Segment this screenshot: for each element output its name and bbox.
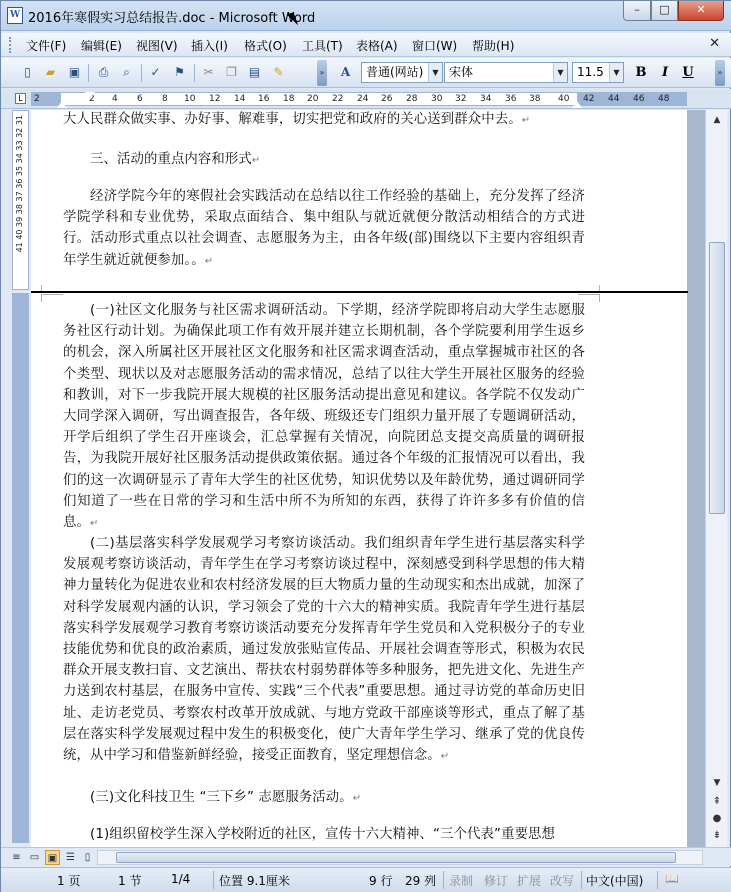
underline-button[interactable]: U: [682, 65, 694, 80]
first-line-indent-marker[interactable]: [85, 92, 95, 99]
menu-insert[interactable]: 插入(I): [191, 39, 228, 53]
window-split-bar[interactable]: [31, 291, 688, 293]
status-track-changes[interactable]: 修订: [484, 874, 509, 888]
status-language[interactable]: 中文(中国): [586, 874, 644, 888]
menu-file[interactable]: 文件(F): [26, 39, 67, 53]
document-right-margin: [687, 110, 705, 847]
section-heading[interactable]: [63, 149, 585, 171]
vertical-scrollbar[interactable]: [705, 110, 727, 847]
vertical-ruler[interactable]: [12, 110, 29, 290]
paragraph-top-3[interactable]: [63, 186, 585, 272]
spelling-check-icon[interactable]: ✓: [150, 65, 161, 79]
paragraph-text: (一)社区文化服务与社区需求调研活动。下学期，经济学院即将启动大学生志愿服务社区行动计划。为确保此项工作有效开展并建立长期机制，各个学院要利用学生返乡的机会，深入所属社区开展社区文化服务和社区需求调查活动，重点掌握城市社区的各个类型、现状以及对志愿服务活动的需求情况，总结了以往大学生开展社区服务的经验和教训，对下一步我院开展大规模的社区服务活动提出意见和建议。各学院不仅发动广大同学深入调研，写出调查报告，各年级、班级还专门组织力量开展了专题调研活动，开学后组织了学生召开座谈会，汇总掌握有关情况，向院团总支提交高质量的调研报告，为我院开展好社区服务活动提供政策依据。通过各个年级的汇报情况可以看出，我们的这一次调研显示了青年大学生的社区优势，知识优势以及年龄优势，通过调研同学们知道了一些在日常的学习和生活中所不为所知的东西，获得了许许多多有价值的信息。: [63, 303, 585, 531]
ruler-tick: 32: [455, 94, 467, 104]
ruler-tick: 16: [258, 94, 270, 104]
status-overtype[interactable]: 改写: [550, 874, 575, 888]
status-separator: [443, 871, 444, 889]
normal-view-icon[interactable]: ≡: [12, 852, 21, 863]
print-preview-icon[interactable]: ⌕: [123, 65, 130, 79]
paragraph-three-to-countryside[interactable]: [63, 787, 585, 809]
open-folder-icon[interactable]: ▰: [45, 65, 56, 79]
scroll-down-arrow-icon[interactable]: ▼: [713, 778, 721, 788]
ruler-tick: 46: [633, 94, 645, 104]
toolbar-options-chevron-icon[interactable]: »: [715, 60, 725, 86]
word-app-icon[interactable]: W: [7, 7, 23, 24]
menu-table[interactable]: 表格(A): [356, 39, 398, 53]
style-select-value: 普通(网站): [366, 65, 424, 79]
italic-button[interactable]: I: [661, 65, 669, 80]
style-select[interactable]: [361, 62, 443, 83]
paragraph-mark: ↵: [89, 518, 99, 530]
menu-bar: [1, 33, 731, 57]
web-layout-view-icon[interactable]: ▭: [29, 852, 40, 863]
font-select-value: 宋体: [449, 65, 474, 79]
window-title: 2016年寒假实习总结报告.doc - Microsoft Word: [28, 11, 316, 26]
print-layout-view-icon[interactable]: ▣: [45, 850, 60, 865]
paragraph-last-visible[interactable]: [63, 824, 585, 845]
horizontal-scrollbar-thumb[interactable]: [116, 852, 676, 863]
status-section: 1 节: [118, 874, 142, 888]
scrollbar-thumb[interactable]: [709, 242, 725, 514]
spelling-status-icon[interactable]: 📖: [665, 872, 679, 885]
next-page-icon[interactable]: ⇟: [712, 830, 722, 841]
paragraph-mark: ↵: [251, 155, 261, 166]
status-line: 9 行: [369, 874, 393, 888]
horizontal-ruler[interactable]: [1, 89, 731, 109]
horizontal-scrollbar[interactable]: [97, 850, 703, 865]
ruler-tick: 36: [505, 94, 517, 104]
paragraph-text: 经济学院今年的寒假社会实践活动在总结以往工作经验的基础上，充分发挥了经济学院学科和专业优势，采取点面结合、集中组队与就近就便分散活动相结合的方式进行。活动形式重点以社会调查、志愿服务为主，由各年级(部)围绕以下主要内容组织青年学生就近就便参加。。: [63, 189, 585, 268]
status-separator: [581, 871, 582, 889]
close-window-button[interactable]: ✕: [678, 1, 724, 21]
bold-button[interactable]: B: [635, 65, 647, 80]
ruler-tick: 40: [558, 94, 570, 104]
font-select[interactable]: [444, 62, 568, 83]
menu-tools[interactable]: 工具(T): [302, 39, 343, 53]
ruler-tick: 38: [529, 94, 541, 104]
save-icon[interactable]: ▣: [68, 65, 81, 79]
menubar-grip-icon[interactable]: [9, 37, 13, 53]
paste-icon[interactable]: ▤: [248, 65, 261, 79]
ruler-tick: 28: [406, 94, 418, 104]
format-painter-icon[interactable]: ✎: [273, 65, 284, 79]
menu-view[interactable]: 视图(V): [136, 39, 178, 53]
ruler-tick: 24: [357, 94, 369, 104]
ruler-tick: 12: [209, 94, 221, 104]
select-browse-object-icon[interactable]: ●: [712, 813, 722, 824]
status-separator: [657, 871, 658, 889]
view-and-hscroll-bar: [1, 847, 731, 866]
paragraph-text: (1)组织留校学生深入学校附近的社区，宣传十六大精神、“三个代表”重要思想: [90, 827, 556, 842]
ruler-tick: 42: [583, 94, 595, 104]
font-size-select[interactable]: [572, 62, 624, 83]
status-extend-selection[interactable]: 扩展: [517, 874, 542, 888]
new-document-icon[interactable]: ▯: [24, 65, 31, 79]
ruler-tick: 20: [307, 94, 319, 104]
ruler-tick: 6: [137, 94, 143, 104]
previous-page-icon[interactable]: ⇞: [712, 796, 722, 807]
toolbar-separator: [141, 64, 142, 82]
ruler-tick: 18: [283, 94, 295, 104]
toolbar-separator: [88, 64, 89, 82]
toolbar: [1, 58, 731, 88]
status-position: 位置 9.1厘米: [219, 874, 290, 888]
title-bar[interactable]: [1, 1, 731, 31]
hanging-indent-marker[interactable]: [57, 101, 67, 108]
status-separator: [213, 871, 214, 889]
reading-layout-view-icon[interactable]: ▯: [84, 852, 91, 863]
paragraph-mark: ↵: [204, 255, 214, 267]
ruler-tick: 2: [89, 94, 95, 104]
research-icon[interactable]: ⚑: [174, 65, 185, 79]
minimize-button[interactable]: –: [623, 1, 651, 21]
ruler-tick: 14: [234, 94, 246, 104]
copy-icon[interactable]: ❐: [226, 65, 237, 79]
cut-icon[interactable]: ✂: [203, 65, 214, 79]
ruler-tick: 2: [34, 94, 40, 104]
ruler-tick: 10: [184, 94, 196, 104]
paragraph-text: (三)文化科技卫生 “三下乡” 志愿服务活动。: [90, 790, 353, 805]
ruler-tick: 48: [658, 94, 670, 104]
status-column: 29 列: [405, 874, 437, 888]
paragraph-text: (二)基层落实科学发展观学习考察访谈活动。我们组织青年学生进行基层落实科学发展观考察访谈活动，青年学生在学习考察访谈过程中，深刻感受到科学思想的伟大精神力量转化为促进农业和农村经济发展的巨大物质力量的生动现实和杰出成就，加深了对科学发展观内涵的认识，学习领会了党的十六大的精神实质。我院青年学生进行基层落实科学发展观学习教育考察访谈活动要充分发挥青年学生党员和入党积极分子的专业技能优势和优良的政治素质，通过发放张贴宣传品、开展社会调查等形式，积极为农民群众开展支教扫盲、文艺演出、帮扶农村弱势群体等多种服务，把先进文化、先进生产力送到农村基层，在服务中宣传、实践“三个代表”重要思想。通过寻访党的革命历史旧址、走访老党员、考察农村改革开放成就、与地方党政干部座谈等形式，重点了解了基层在落实科学发展观过程中发生的积极变化，使广大青年学生学习、继承了党的优良传统，从中学习和借鉴新鲜经验，接受正面教育，坚定理想信念。: [63, 536, 585, 764]
chevron-down-icon: ▼: [609, 63, 623, 82]
ruler-tick: 44: [608, 94, 620, 104]
status-page: 1 页: [57, 874, 81, 888]
outline-view-icon[interactable]: ☰: [66, 852, 75, 863]
tab-selector-icon[interactable]: L: [15, 93, 26, 104]
paragraph-text: 大人民群众做实事、办好事、解难事，切实把党和政府的关心送到群众中去。: [63, 112, 522, 127]
ruler-tick: 8: [162, 94, 168, 104]
font-size-value: 11.5: [577, 65, 604, 79]
page-corner-mark: [41, 294, 63, 302]
paragraph-mark: ↵: [352, 793, 362, 804]
ruler-tick: 22: [332, 94, 344, 104]
status-bar: [1, 867, 731, 892]
ruler-tick: 34: [480, 94, 492, 104]
paragraph-community-service[interactable]: [63, 300, 585, 534]
maximize-button[interactable]: □: [651, 1, 678, 21]
ruler-tick: 4: [112, 94, 118, 104]
toolbar-options-chevron-icon[interactable]: »: [317, 60, 327, 86]
ruler-tick: 26: [381, 94, 393, 104]
status-page-count: 1/4: [171, 872, 191, 886]
vertical-ruler-numbers: 41 40 39 38 37 36 35 34 33 32 31: [15, 115, 24, 253]
scroll-up-arrow-icon[interactable]: ▲: [713, 115, 721, 125]
chevron-down-icon: ▼: [428, 63, 442, 82]
close-document-button[interactable]: ✕: [709, 36, 720, 51]
right-indent-marker[interactable]: [572, 101, 582, 108]
status-record-macro[interactable]: 录制: [449, 874, 474, 888]
chevron-down-icon: ▼: [553, 63, 567, 82]
paragraph-top-1[interactable]: [63, 109, 585, 131]
styles-formatting-icon[interactable]: A: [340, 65, 351, 79]
menu-window[interactable]: 窗口(W): [412, 39, 458, 53]
vertical-ruler-lower: [12, 293, 29, 843]
toolbar-separator: [194, 64, 195, 82]
paragraph-mark: ↵: [440, 751, 450, 763]
paragraph-grassroots-study[interactable]: [63, 533, 585, 767]
menu-format[interactable]: 格式(O): [244, 39, 287, 53]
menu-edit[interactable]: 编辑(E): [81, 39, 122, 53]
ruler-tick: 30: [431, 94, 443, 104]
print-icon[interactable]: ⎙: [98, 65, 109, 79]
menu-help[interactable]: 帮助(H): [472, 39, 515, 53]
paragraph-text: 三、活动的重点内容和形式: [90, 152, 252, 167]
paragraph-mark: ↵: [521, 115, 531, 126]
